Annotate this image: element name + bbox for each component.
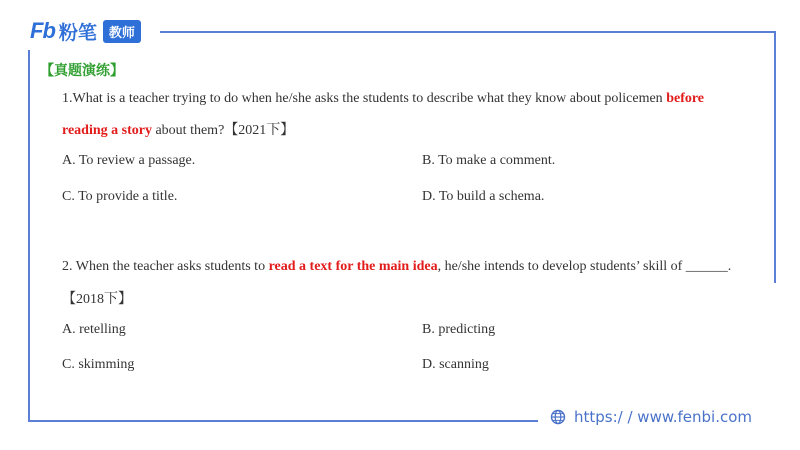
question-2-year: 【2018下】 <box>62 292 132 307</box>
frame-top-line <box>160 31 774 33</box>
logo-mark: Fb <box>30 18 55 43</box>
question-2-highlight: read a text for the main idea <box>268 259 438 274</box>
question-1-option-c: C. To provide a title. <box>62 189 178 204</box>
question-1-option-d: D. To build a schema. <box>422 189 545 204</box>
question-2-text-end: , he/she intends to develop students’ skill of ______. <box>437 259 732 274</box>
question-2-option-a: A. retelling <box>62 322 126 337</box>
fenbi-logo <box>30 18 141 44</box>
frame-right-line <box>774 31 776 283</box>
question-2-option-b: B. predicting <box>422 322 496 337</box>
question-1-option-a: A. To review a passage. <box>62 153 196 168</box>
question-2-option-c: C. skimming <box>62 357 135 372</box>
question-1-highlight-1: before <box>666 91 705 106</box>
question-2-line-1 <box>62 259 731 275</box>
question-1-line-1 <box>62 91 704 107</box>
frame-bottom-line <box>28 420 538 422</box>
logo-badge: 教师 <box>103 20 141 43</box>
section-title: 【真题演练】 <box>40 63 124 79</box>
footer-url <box>550 408 752 426</box>
question-1-option-b: B. To make a comment. <box>422 153 556 168</box>
footer-url-text[interactable]: https:/ / www.fenbi.com <box>574 408 753 426</box>
question-1-highlight-2: reading a story <box>62 123 152 138</box>
globe-icon <box>550 409 566 425</box>
question-1-line-2 <box>62 119 294 139</box>
logo-text: 粉笔 <box>58 21 97 44</box>
question-1-text: 1.What is a teacher trying to do when he/she asks the students to describe what they know about policemen <box>62 91 667 106</box>
question-2-text: 2. When the teacher asks students to <box>62 259 269 274</box>
question-2-option-d: D. scanning <box>422 357 489 372</box>
frame-left-line <box>28 50 30 422</box>
question-1-text-end: about them?【2021下】 <box>151 123 295 138</box>
